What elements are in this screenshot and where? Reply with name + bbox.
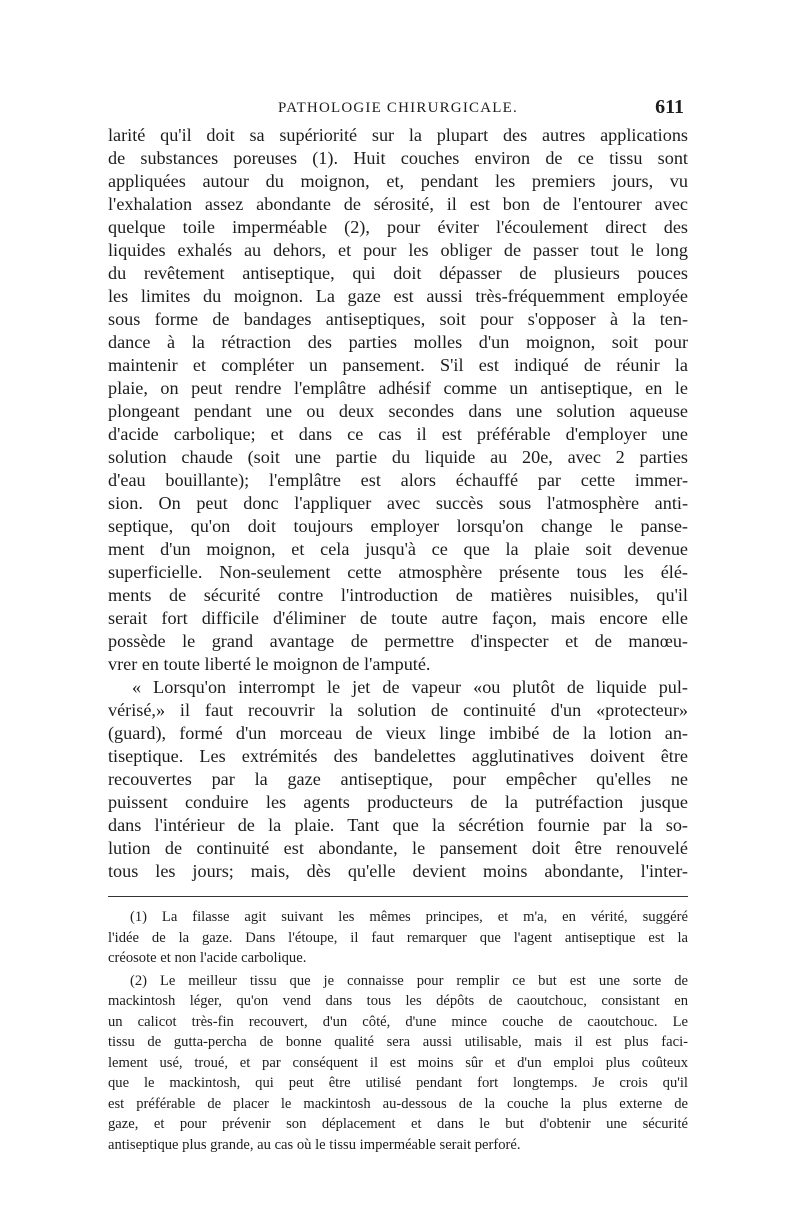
text-line: d'acide carbolique; et dans ce cas il est préférable d'employer une [108,424,688,444]
footnote-line: mackintosh léger, qu'on vend dans tous les dépôts de caoutchouc, consistant en [108,993,688,1009]
text-line: recouvertes par la gaze antiseptique, pour empêcher qu'elles ne [108,769,688,789]
footnote-line: gaze, et pour prévenir son déplacement et dans le but d'obtenir une sécurité [108,1116,688,1132]
text-line: quelque toile imperméable (2), pour éviter l'écoulement direct des [108,217,688,237]
text-line: de substances poreuses (1). Huit couches environ de ce tissu sont [108,148,688,168]
footnote-line: (2) Le meilleur tissu que je connaisse pour remplir ce but est une sorte de [130,972,688,989]
text-line: liquides exhalés au dehors, et pour les obliger de passer tout le long [108,240,688,260]
text-line: tiseptique. Les extrémités des bandelettes agglutinatives doivent être [108,746,688,766]
text-line: ments de sécurité contre l'introduction de matières nuisibles, qu'il [108,585,688,605]
text-line: l'exhalation assez abondante de sérosité, il est bon de l'entourer avec [108,194,688,214]
text-line: solution chaude (soit une partie du liquide au 20e, avec 2 parties [108,447,688,467]
text-line: vérisé,» il faut recouvrir la solution de continuité d'un «protecteur» [108,700,688,720]
page-number: 611 [655,96,684,118]
running-title: PATHOLOGIE CHIRURGICALE. [278,100,518,116]
text-line: les limites du moignon. La gaze est aussi très-fréquemment employée [108,286,688,306]
text-line: ment d'un moignon, et cela jusqu'à ce que la plaie soit devenue [108,539,688,559]
footnote-line: lement usé, troué, et par conséquent il est moins sûr et d'un emploi plus coûteux [108,1054,688,1071]
text-line: « Lorsqu'on interrompt le jet de vapeur «ou plutôt de liquide pul- [132,677,688,697]
text-line: dance à la rétraction des parties molles d'un moignon, soit pour [108,332,688,352]
book-page [108,96,688,1155]
text-line: du revêtement antiseptique, qui doit dépasser de plusieurs pouces [108,263,688,283]
text-line: (guard), formé d'un morceau de vieux linge imbibé de la lotion an- [108,723,688,743]
text-line: tous les jours; mais, dès qu'elle devient moins abondante, l'inter- [108,861,688,881]
footnotes [108,907,688,1155]
footnote-line: antiseptique plus grande, au cas où le tissu imperméable serait perforé. [108,1136,521,1153]
text-line: lution de continuité est abondante, le pansement doit être renouvelé [108,838,688,858]
footnote-line: est préférable de placer le mackintosh au-dessous de la couche la plus externe de [108,1095,688,1112]
text-line: sion. On peut donc l'appliquer avec succès sous l'atmosphère anti- [108,493,688,513]
text-line: plaie, on peut rendre l'emplâtre adhésif comme un antiseptique, en le [108,378,688,398]
main-text [108,124,688,883]
text-line: appliquées autour du moignon, et, pendant les premiers jours, vu [108,171,688,191]
footnote-line: que le mackintosh, qui peut être utilisé pendant fort longtemps. Je crois qu'il [108,1075,688,1091]
running-head [108,96,688,124]
footnote-1 [108,907,688,969]
footnote-line: un calicot très-fin recouvert, d'un côté, d'une mince couche de caoutchouc. Le [108,1013,688,1030]
footnote-2 [108,971,688,1156]
text-line: puissent conduire les agents producteurs de la putréfaction jusque [108,792,688,812]
text-line: serait fort difficile d'éliminer de toute autre façon, mais encore elle [108,608,688,628]
footnote-line: tissu de gutta-percha de bonne qualité sera aussi utilisable, mais il est plus faci- [108,1034,688,1050]
footnote-line: l'idée de la gaze. Dans l'étoupe, il faut remarquer que l'agent antiseptique est la [108,929,688,946]
text-line: sous forme de bandages antiseptiques, soit pour s'opposer à la ten- [108,309,688,329]
text-line: d'eau bouillante); l'emplâtre est alors échauffé par cette immer- [108,470,688,490]
footnote-line: (1) La filasse agit suivant les mêmes principes, et m'a, en vérité, suggéré [130,909,688,925]
footnote-line: créosote et non l'acide carbolique. [108,950,307,966]
text-line: plongeant pendant une ou deux secondes dans une solution aqueuse [108,401,688,421]
text-line: superficielle. Non-seulement cette atmosphère présente tous les élé- [108,562,688,582]
text-line: septique, qu'on doit toujours employer lorsqu'on change le panse- [108,516,688,536]
text-line: dans l'intérieur de la plaie. Tant que la sécrétion fournie par la so- [108,815,688,835]
text-line: vrer en toute liberté le moignon de l'amputé. [108,654,431,674]
footnote-divider [108,896,688,897]
text-line: possède le grand avantage de permettre d'inspecter et de manœu- [108,631,688,651]
text-line: larité qu'il doit sa supériorité sur la plupart des autres applications [108,125,688,145]
text-line: maintenir et compléter un pansement. S'il est indiqué de réunir la [108,355,688,375]
